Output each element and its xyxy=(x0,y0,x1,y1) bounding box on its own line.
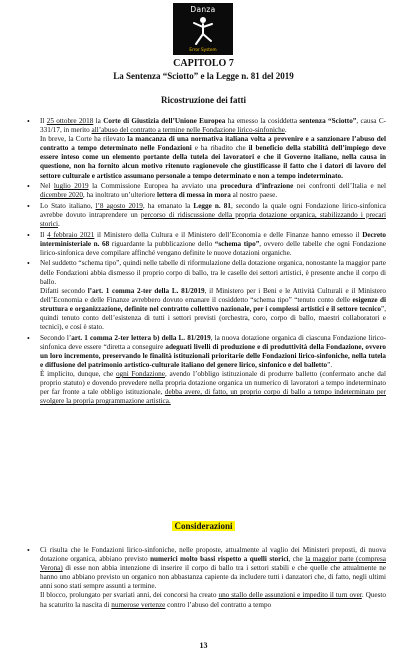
text: Ci risulta che le Fondazioni lirico-sinfoniche, nelle proposte, attualmente al vaglio dei Ministeri preposti, di nuova dotazione organica, abbiano previsto xyxy=(40,546,386,564)
text: Difatti secondo xyxy=(40,286,88,295)
text: , ha inoltrato un’ulteriore xyxy=(82,191,157,200)
bullet-icon: • xyxy=(27,546,30,555)
paragraph xyxy=(40,546,386,591)
text: , avendo l’obbligo istituzionale di produrre balletto (confermato anche dal proprio statuto) e dovendo prevedere nella propria dotazione organica un numerico di lavoratori a tempo indeterminato per far fronte a tale obbligo istituzionale, xyxy=(40,370,386,397)
text: ”, quindi tenuto conto dell’esistenza di tutti i settori previsti (orchestra, coro, corpo di ballo, maestri collaboratori e tecnici), e così è stato. xyxy=(40,304,386,332)
bullet-icon: • xyxy=(27,259,30,269)
text: uno stallo delle assunzioni e impedito il turn over xyxy=(218,591,362,600)
logo-top-text: Danza xyxy=(190,5,216,14)
text: Corte di Giustizia dell’Unione Europea xyxy=(103,117,226,125)
list-item xyxy=(26,182,386,200)
text: art. 1 comma 2-ter lettera b) della L. 81/2019 xyxy=(71,333,211,342)
text: Il xyxy=(40,230,48,239)
text: l’8 agosto 2019 xyxy=(95,201,143,210)
text: luglio 2019 xyxy=(53,182,89,191)
paragraph xyxy=(40,370,386,406)
text: numerose vertenze xyxy=(111,600,166,609)
text: all’abuso del contratto a termine nelle Fondazione lirico-sinfoniche xyxy=(91,126,285,135)
text: adeguati livelli di produzione e di produttività della Fondazione, ovvero un loro incremento, preservando le finalità istituzionali prioritarie delle Fondazioni lirico-sinfoniche, nella tutela e diffusione del patrimonio artistico-culturale italiano del genere lirico, sinfonico e del balletto xyxy=(40,342,386,369)
section-heading-ricostruzione: Ricostruzione dei fatti xyxy=(161,95,246,105)
logo xyxy=(173,3,233,55)
bullet-icon: • xyxy=(27,201,30,211)
text: Nel xyxy=(40,182,54,191)
text: Secondo l’ xyxy=(40,333,72,342)
section-heading-considerazioni xyxy=(0,521,407,531)
text: la Commissione Europea ha avviato una xyxy=(88,182,221,191)
text: , ovvero delle tabelle che ogni Fondazione lirico-sinfonica deve compilare affinché vengano definite le nuove dotazioni organiche. xyxy=(40,239,386,257)
text: la maggior parte (compresa Verona) xyxy=(40,555,386,573)
list-item xyxy=(26,259,386,332)
text: la xyxy=(93,117,104,125)
list-item xyxy=(26,202,386,229)
text: , ha emanato la xyxy=(142,201,194,210)
paragraph xyxy=(40,287,386,332)
text: debba avere, di fatto, un proprio corpo di ballo a tempo indeterminato per svolgere la propria programmazione artistica. xyxy=(40,388,386,406)
chapter-subtitle: La Sentenza “Sciotto” e la Legge n. 81 del 2019 xyxy=(113,71,294,81)
paragraph xyxy=(40,334,386,370)
text: percorso di ridiscussione della propria dotazione organica, stabilizzando i precari storici xyxy=(40,210,386,229)
text: Lo Stato italiano, xyxy=(40,201,96,210)
text: , causa C-331/17, in merito xyxy=(40,117,387,135)
text: contro l’abuso del contratto a tempo xyxy=(165,600,272,609)
paragraph xyxy=(40,117,386,135)
paragraph xyxy=(40,231,386,258)
text: dicembre 2020 xyxy=(40,191,83,200)
page-number: 13 xyxy=(199,641,208,650)
text: e ha ribadito che xyxy=(191,144,249,153)
paragraph xyxy=(40,182,386,200)
text: il Ministero della Cultura e il Ministero dell’Economia e delle Finanze hanno emesso il xyxy=(94,230,363,239)
text: ha emesso la cosiddetta xyxy=(225,117,300,125)
bullet-icon: • xyxy=(27,182,30,192)
bullet-icon: • xyxy=(27,230,30,240)
text: In breve, la Corte ha rilevato xyxy=(40,135,128,144)
text: , che xyxy=(288,555,306,564)
text: riguardante la pubblicazione dello xyxy=(109,239,215,248)
paragraph xyxy=(40,135,386,180)
text: Il xyxy=(40,117,47,125)
text: “schema tipo” xyxy=(214,239,260,248)
logo-bottom-text: Error System xyxy=(189,47,217,52)
chapter-title: CAPITOLO 7 xyxy=(173,58,234,69)
list-item xyxy=(26,334,386,407)
text: Legge n. 81 xyxy=(193,201,231,210)
text: ogni Fondazione xyxy=(115,370,165,379)
list-item xyxy=(26,117,386,181)
text: 4 febbraio 2021 xyxy=(47,230,95,239)
bullet-icon: • xyxy=(27,117,30,126)
text: Il blocco, prolungato per svariati anni, dei concorsi ha creato xyxy=(40,591,219,600)
text: al nostro paese. xyxy=(230,191,278,200)
paragraph xyxy=(40,591,386,609)
bullet-icon: • xyxy=(27,333,30,343)
text: ”. xyxy=(327,360,333,369)
text: 25 ottobre 2018 xyxy=(46,117,94,125)
considerations-list xyxy=(26,546,386,611)
paragraph xyxy=(40,259,386,286)
text: Nel suddetto “schema tipo”, quindi nelle tabelle di riformulazione della dotazione organica, nonostante la maggior parte delle Fondazioni abbia dismesso il proprio corpo di ballo, tra le caselle dei settori artistici, è presente anche il corpo di ballo. xyxy=(40,259,386,286)
text: , il Ministero per i Beni e le Attività Culturali e il Ministero dell’Economia e delle Finanze avrebbero dovuto emanare il cosiddetto “schema tipo” “tenuto conto delle xyxy=(40,286,386,304)
text: sentenza “Sciotto” xyxy=(299,117,357,125)
list-item xyxy=(26,231,386,258)
text: numerici molto bassi rispetto a quelli storici xyxy=(150,555,289,564)
text: la mancanza di una normativa italiana volta a prevenire e a sanzionare l’abuso del contratto a tempo determinato nelle Fondazioni xyxy=(40,135,386,153)
text: . Questo ha scaturito la nascita di xyxy=(40,591,386,609)
dancer-logo-icon xyxy=(190,15,216,47)
text: lettera di messa in mora xyxy=(156,191,231,200)
text: , secondo la quale ogni Fondazione lirico-sinfonica avrebbe dovuto intraprendere un xyxy=(40,201,386,219)
highlighted-heading: Considerazioni xyxy=(174,521,233,531)
text: l’art. 1 comma 2-ter della L. 81/2019 xyxy=(87,286,205,295)
text: di esse non abbia intenzione di inserire il corpo di ballo tra i settori stabili e che quelle che attualmente ne hanno uno abbiano previsto un organico non abbastanza capiente da includere tutti i danzatori che, di fatto, negli ultimi anni sono stati sempre assunti a termine. xyxy=(40,564,386,591)
text: nei confronti dell’Italia e nel xyxy=(293,182,386,191)
list-item xyxy=(26,546,386,610)
text: È implicito, dunque, che xyxy=(40,370,116,379)
text: Decreto interministeriale n. 68 xyxy=(40,230,387,248)
text: , la nuova dotazione organica di ciascuna Fondazione lirico-sinfonica deve essere “diretta a conseguire xyxy=(40,333,386,351)
text: il beneficio della stabilità dell’impiego deve essere inteso come un elemento portante della tutela dei lavoratori e che il Governo italiano, nella causa in questione, non ha fornito alcun motivo ritenuto ragionevole che giustificasse il fatto che i datori di lavoro del settore culturale e artistico assumano personale a tempo determinato e non a tempo indeterminato. xyxy=(40,144,386,180)
text: esigenze di struttura e organizzazione, definite nel contratto collettivo nazionale, per i complessi artistici e il settore tecnico xyxy=(40,295,386,313)
paragraph xyxy=(40,202,386,229)
text: . xyxy=(57,220,60,229)
text: . xyxy=(284,126,287,135)
facts-list xyxy=(26,117,386,408)
text: procedura d’infrazione xyxy=(220,182,294,191)
